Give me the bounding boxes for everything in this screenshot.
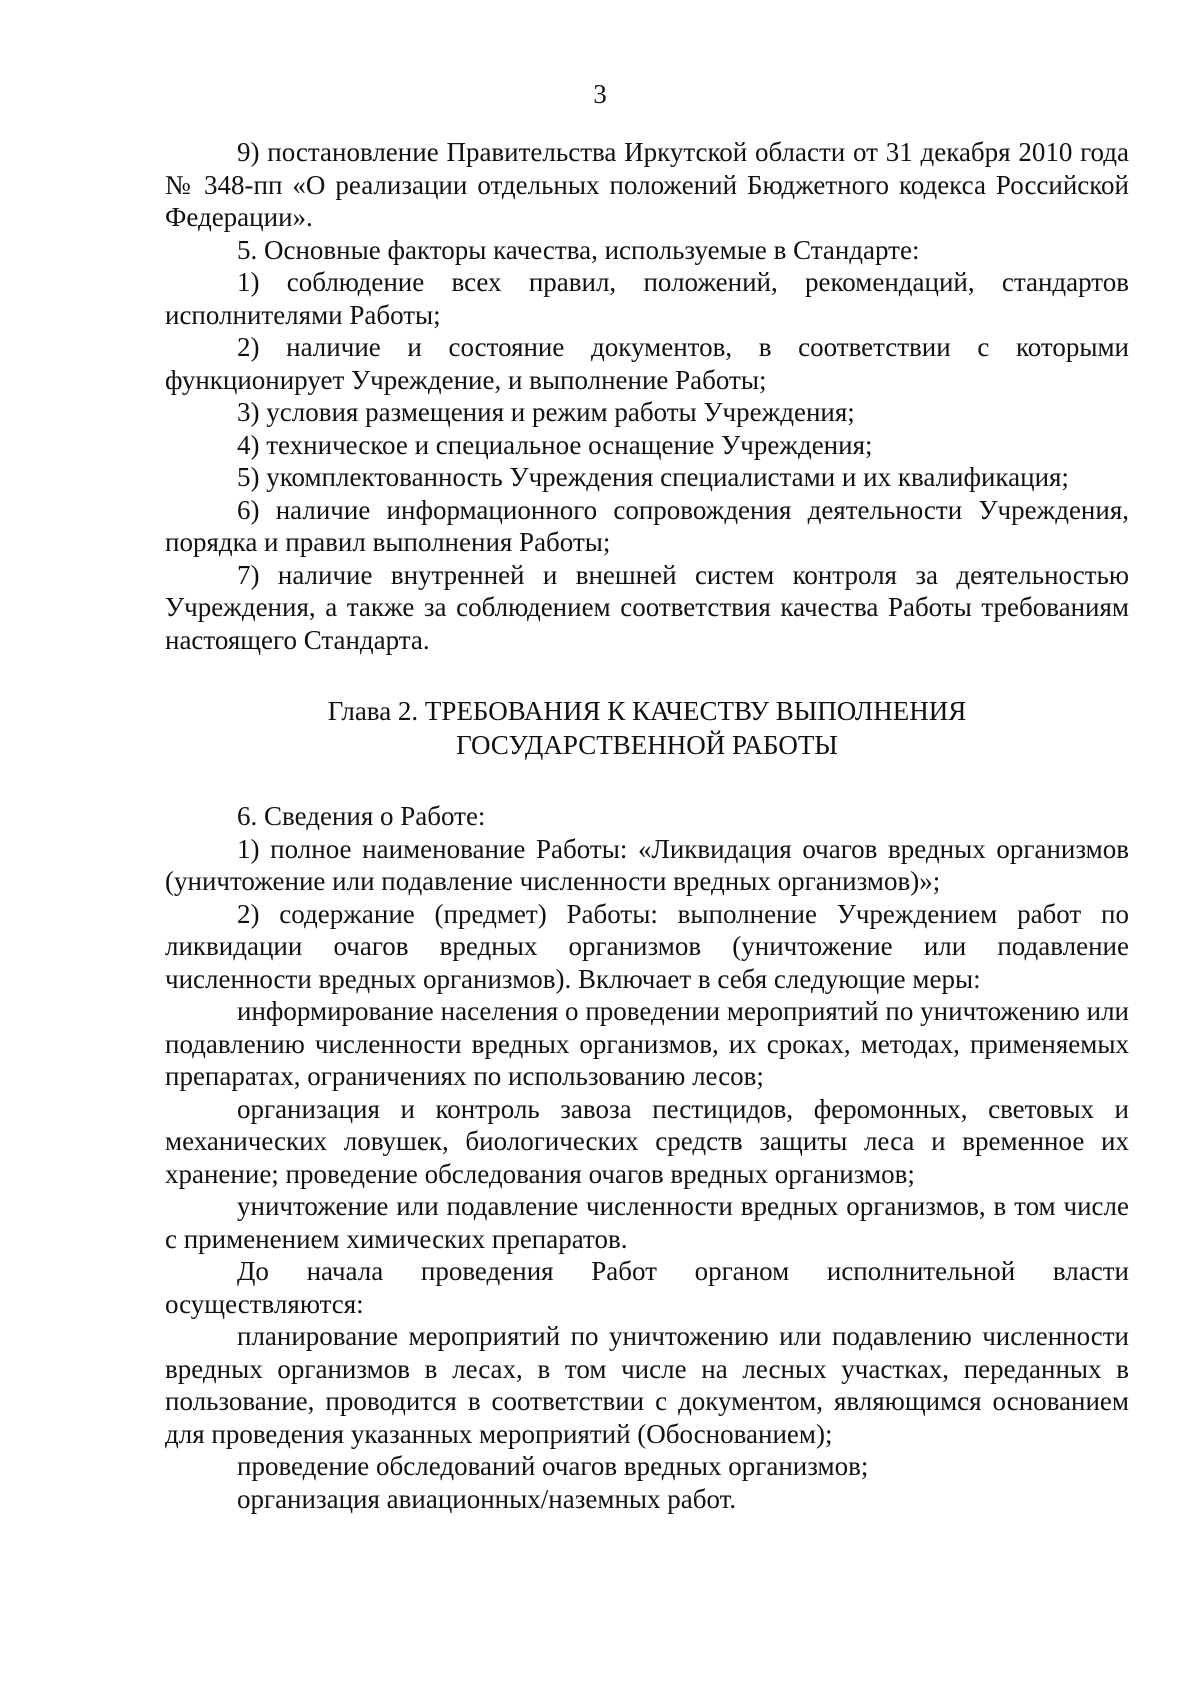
paragraph-work-content: 2) содержание (предмет) Работы: выполнение Учреждением работ по ликвидации очагов вредных организмов (уничтожение или подавление численности вредных организмов). Включает в себя следующие меры:: [165, 898, 1129, 994]
paragraph-measure-informing: информирование населения о проведении мероприятий по уничтожению или подавлению численности вредных организмов, их сроках, методах, применяемых препаратах, ограничениях по использованию лесов;: [165, 996, 1129, 1091]
paragraph-work-info: 6. Сведения о Работе:: [237, 801, 486, 831]
paragraph-planning: планирование мероприятий по уничтожению или подавлению численности вредных организмов в лесах, в том числе на лесных участках, переданных в пользование, проводится в соответствии с документом, являющимся основанием для проведения указанных мероприятий (Обоснованием);: [165, 1321, 1129, 1449]
chapter-heading-line-2: ГОСУДАРСТВЕННОЙ РАБОТЫ: [456, 730, 838, 760]
paragraph-before-work: До начала проведения Работ органом исполнительной власти осуществляются:: [165, 1256, 1129, 1319]
paragraph-factor-2: 2) наличие и состояние документов, в соответствии с которыми функционирует Учреждение, и выполнение Работы;: [165, 332, 1129, 395]
chapter-heading: [165, 694, 1129, 762]
paragraph-aviation-works: организация авиационных/наземных работ.: [237, 1483, 737, 1514]
paragraph-surveys: проведение обследований очагов вредных организмов;: [237, 1451, 869, 1481]
paragraph-factor-3: 3) условия размещения и режим работы Учреждения;: [237, 397, 855, 427]
paragraph-work-name: 1) полное наименование Работы: «Ликвидация очагов вредных организмов (уничтожение или подавление численности вредных организмов)»;: [165, 833, 1129, 896]
paragraph-item-9: 9) постановление Правительства Иркутской области от 31 декабря 2010 года № 348-пп «О реализации отдельных положений Бюджетного кодекса Российской Федерации».: [165, 137, 1129, 232]
paragraph-measure-pesticides: организация и контроль завоза пестицидов, феромонных, световых и механических ловушек, биологических средств защиты леса и временное их хранение; проведение обследования очагов вредных организмов;: [165, 1093, 1129, 1189]
paragraph-factor-5: 5) укомплектованность Учреждения специалистами и их квалификация;: [237, 462, 1069, 492]
page-number: 3: [593, 79, 607, 109]
paragraph-quality-factors: 5. Основные факторы качества, используемые в Стандарте:: [237, 234, 920, 265]
paragraph-factor-6: 6) наличие информационного сопровождения деятельности Учреждения, порядка и правил выполнения Работы;: [165, 494, 1129, 557]
paragraph-measure-destruction: уничтожение или подавление численности вредных организмов, в том числе с применением химических препаратов.: [165, 1191, 1129, 1254]
paragraph-factor-7: 7) наличие внутренней и внешней систем контроля за деятельностью Учреждения, а также за соблюдением соответствия качества Работы требованиям настоящего Стандарта.: [165, 559, 1129, 655]
paragraph-factor-1: 1) соблюдение всех правил, положений, рекомендаций, стандартов исполнителями Работы;: [165, 267, 1129, 330]
paragraph-factor-4: 4) техническое и специальное оснащение Учреждения;: [237, 429, 873, 460]
document-body: [165, 136, 1129, 1515]
chapter-heading-line-1: Глава 2. ТРЕБОВАНИЯ К КАЧЕСТВУ ВЫПОЛНЕНИЯ: [327, 696, 967, 726]
